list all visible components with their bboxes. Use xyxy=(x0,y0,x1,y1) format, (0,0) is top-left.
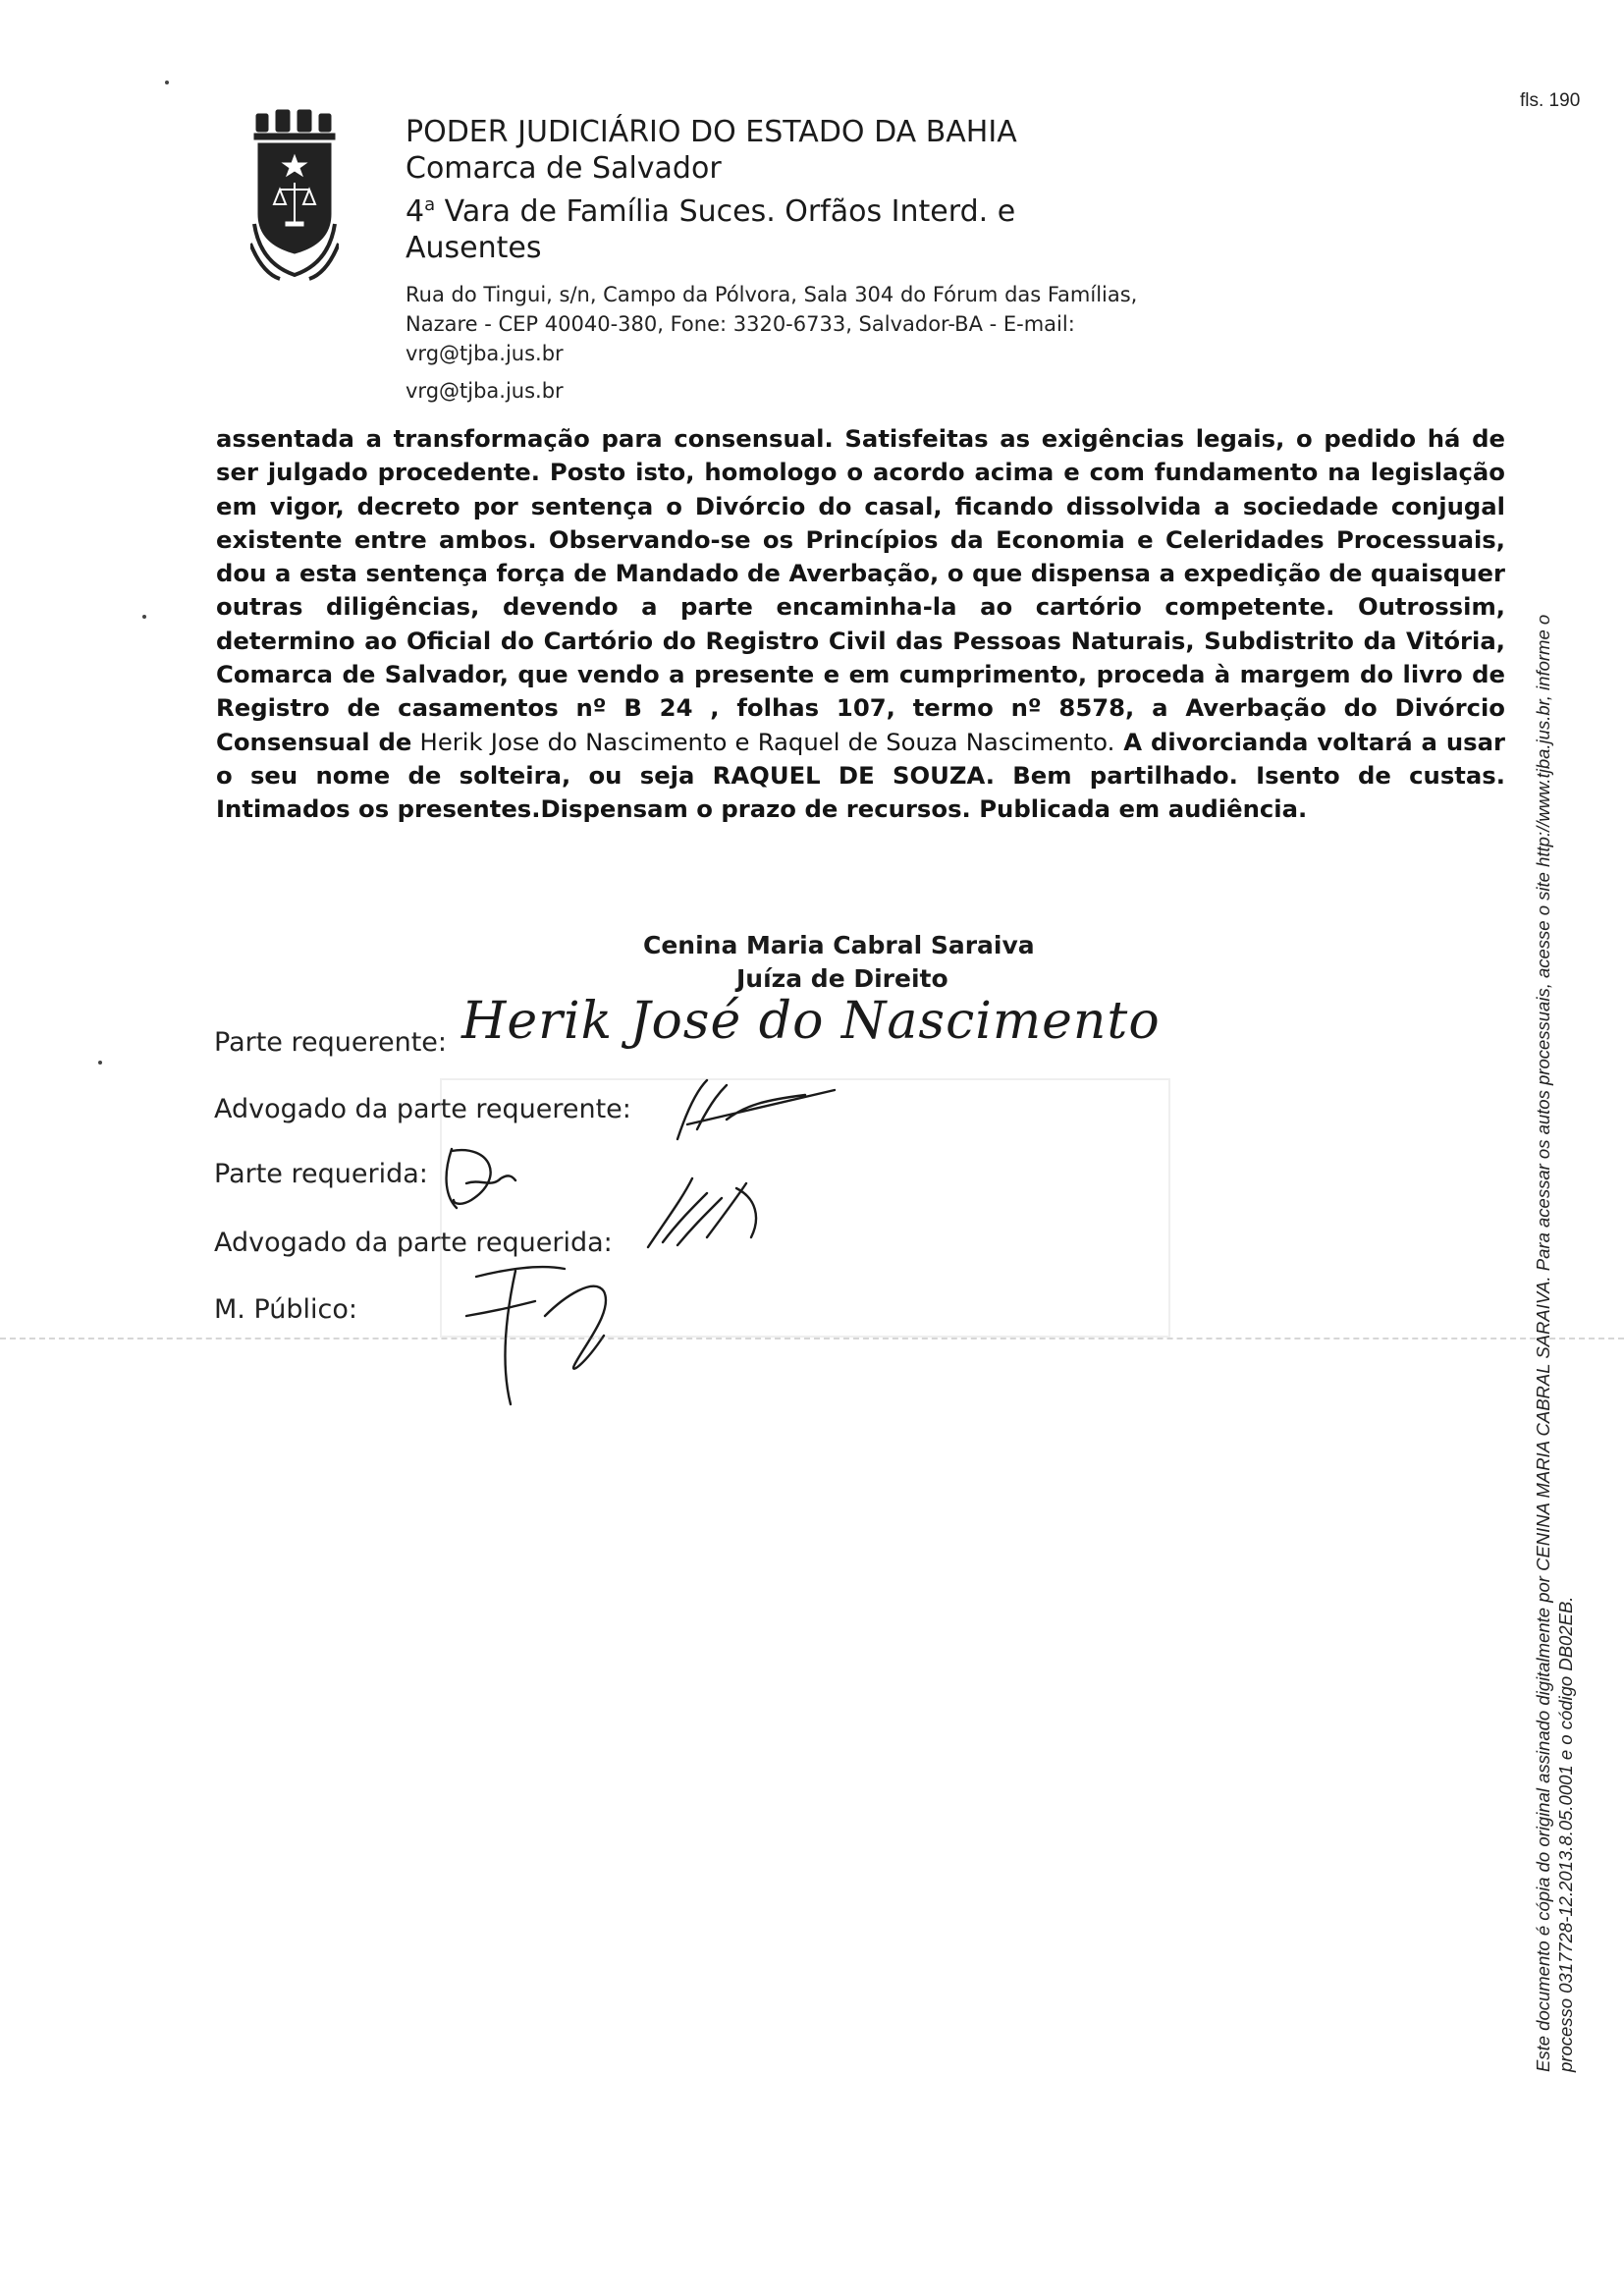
label-parte-requerida: Parte requerida: xyxy=(214,1159,428,1189)
scan-speck xyxy=(142,615,146,619)
judge-name: Cenina Maria Cabral Saraiva xyxy=(643,931,1035,959)
label-ministerio-publico: M. Público: xyxy=(214,1294,357,1325)
court-email: vrg@tjba.jus.br xyxy=(406,379,564,403)
court-name: PODER JUDICIÁRIO DO ESTADO DA BAHIA xyxy=(406,115,1017,149)
coat-of-arms-icon xyxy=(250,106,339,283)
label-advogado-requerida: Advogado da parte requerida: xyxy=(214,1228,613,1258)
signature-advogado-requerente xyxy=(668,1070,844,1149)
label-advogado-requerente: Advogado da parte requerente: xyxy=(214,1094,631,1124)
judge-title: Juíza de Direito xyxy=(736,964,948,993)
comarca: Comarca de Salvador xyxy=(406,151,722,186)
court-address: Rua do Tingui, s/n, Campo da Pólvora, Sala 304 do Fórum das Famílias, Nazare - CEP 40040-380, Fone: 3320-6733, Salvador-BA - E-mail: vrg@tjba.jus.br xyxy=(406,283,1138,365)
page-number: fls. 190 xyxy=(1520,90,1581,111)
vara-continued: Ausentes xyxy=(406,231,542,265)
scan-speck xyxy=(165,81,169,84)
signature-advogado-requerida xyxy=(638,1169,776,1257)
vara: 4$^a$ Vara de Família Suces. Orfãos Interd. e xyxy=(406,194,1016,229)
sentence-bold: assentada a transformação para consensual. Satisfeitas as exigências legais, o pedido há de ser julgado procedente. Posto isto, homologo o acordo acima e com fundamento na legislação em vigor, decreto por sentença o Divórcio do casal, ficando dissolvida a sociedade conjugal existente entre ambos. Observando-se os Princípios da Economia e Celeridades Processuais, dou a esta sentença força de Mandado de Averbação, o que dispensa a expedição de quaisquer outras diligências, devendo a parte encaminha-la ao cartório competente. Outrossim, determino ao Oficial do Cartório do Registro Civil das Pessoas Naturais, Subdistrito da Vitória, Comarca de Salvador, que vendo a presente e em cumprimento, proceda à margem do livro de Registro de casamentos nº B 24 , folhas 107, termo nº 8578, a Averbação do Divórcio Consensual de xyxy=(216,424,1505,756)
sentence-bold-end: A divorcianda voltará a usar o seu nome de solteira, ou seja RAQUEL DE SOUZA. Bem partilhado. Isento de custas. Intimados os presentes.Dispensam o prazo de recursos. Publicada em audiência. xyxy=(216,727,1505,824)
scan-speck xyxy=(98,1061,102,1065)
note-line-2: processo 0317728-12.2013.8.05.0001 e o código DB02EB. xyxy=(1555,1596,1576,2072)
court-header xyxy=(406,114,1171,406)
fold-line xyxy=(0,1338,1624,1339)
signature-parte-requerida xyxy=(432,1139,520,1218)
label-parte-requerente: Parte requerente: xyxy=(214,1027,448,1058)
signature-requerente: Herik José do Nascimento xyxy=(461,992,1161,1051)
sentence-text xyxy=(216,422,1505,827)
sentence-names: Herik Jose do Nascimento e Raquel de Souza Nascimento. xyxy=(411,727,1115,756)
signature-ministerio-publico xyxy=(457,1257,653,1414)
digital-signature-note xyxy=(1532,246,1577,2072)
note-line-1: Este documento é cópia do original assinado digitalmente por CENINA MARIA CABRAL SARAIVA. Para acessar os autos processuais, acesse o site http://www.tjba.jus.br, informe o xyxy=(1533,614,1553,2072)
